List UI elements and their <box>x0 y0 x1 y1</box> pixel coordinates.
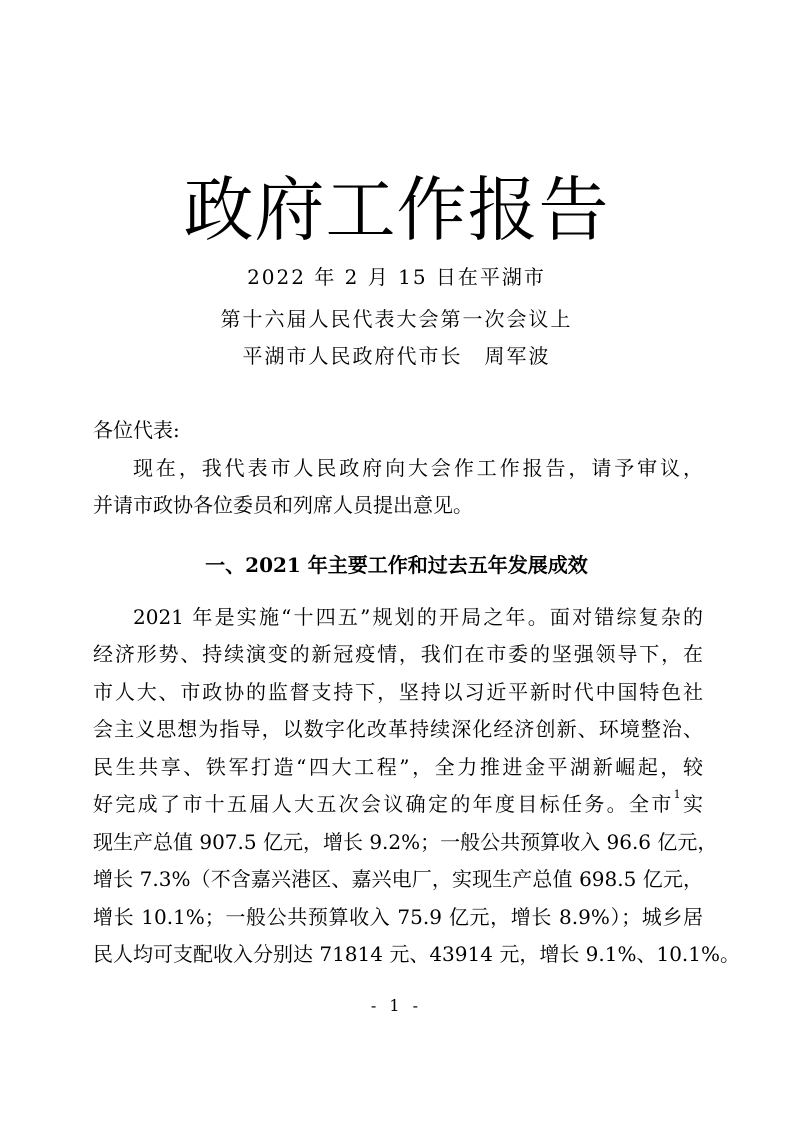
section-heading: 一、2021 年主要工作和过去五年发展成效 <box>205 553 588 577</box>
body-line: 民人均可支配收入分别达 71814 元、43914 元，增长 9.1%、10.1%。 <box>93 942 741 966</box>
body-line: 增长 10.1%；一般公共预算收入 75.9 亿元，增长 8.9%）；城乡居 <box>93 905 703 929</box>
body-line-with-footnote <box>93 789 703 819</box>
body-line: 增长 7.3%（不含嘉兴港区、嘉兴电厂，实现生产总值 698.5 亿元， <box>93 867 703 891</box>
intro-line: 现在，我代表市人民政府向大会作工作报告，请予审议， <box>133 456 703 480</box>
intro-line: 并请市政协各位委员和列席人员提出意见。 <box>93 493 473 517</box>
subtitle-speaker: 平湖市人民政府代市长 周军波 <box>242 344 551 368</box>
body-line: 会主义思想为指导，以数字化改革持续深化经济创新、环境整治、 <box>93 717 703 741</box>
body-line: 现生产总值 907.5 亿元，增长 9.2%；一般公共预算收入 96.6 亿元， <box>93 830 718 854</box>
salutation: 各位代表: <box>93 418 180 442</box>
body-line: 2021 年是实施“十四五”规划的开局之年。面对错综复杂的 <box>133 605 703 629</box>
body-line-text: 好完成了市十五届人大五次会议确定的年度目标任务。全市 <box>93 792 674 816</box>
document-title: 政府工作报告 <box>183 169 610 251</box>
page-number: - 1 - <box>370 996 423 1015</box>
body-line: 经济形势、持续演变的新冠疫情，我们在市委的坚强领导下，在 <box>93 642 703 666</box>
body-line: 市人大、市政协的监督支持下，坚持以习近平新时代中国特色社 <box>93 680 703 704</box>
body-line-tail: 实 <box>680 792 704 816</box>
subtitle-meeting: 第十六届人民代表大会第一次会议上 <box>220 307 573 331</box>
subtitle-date-location: 2022 年 2 月 15 日在平湖市 <box>247 265 546 289</box>
body-line: 民生共享、铁军打造“四大工程”，全力推进金平湖新崛起，较 <box>93 755 703 779</box>
footnote-marker[interactable]: 1 <box>673 788 681 801</box>
